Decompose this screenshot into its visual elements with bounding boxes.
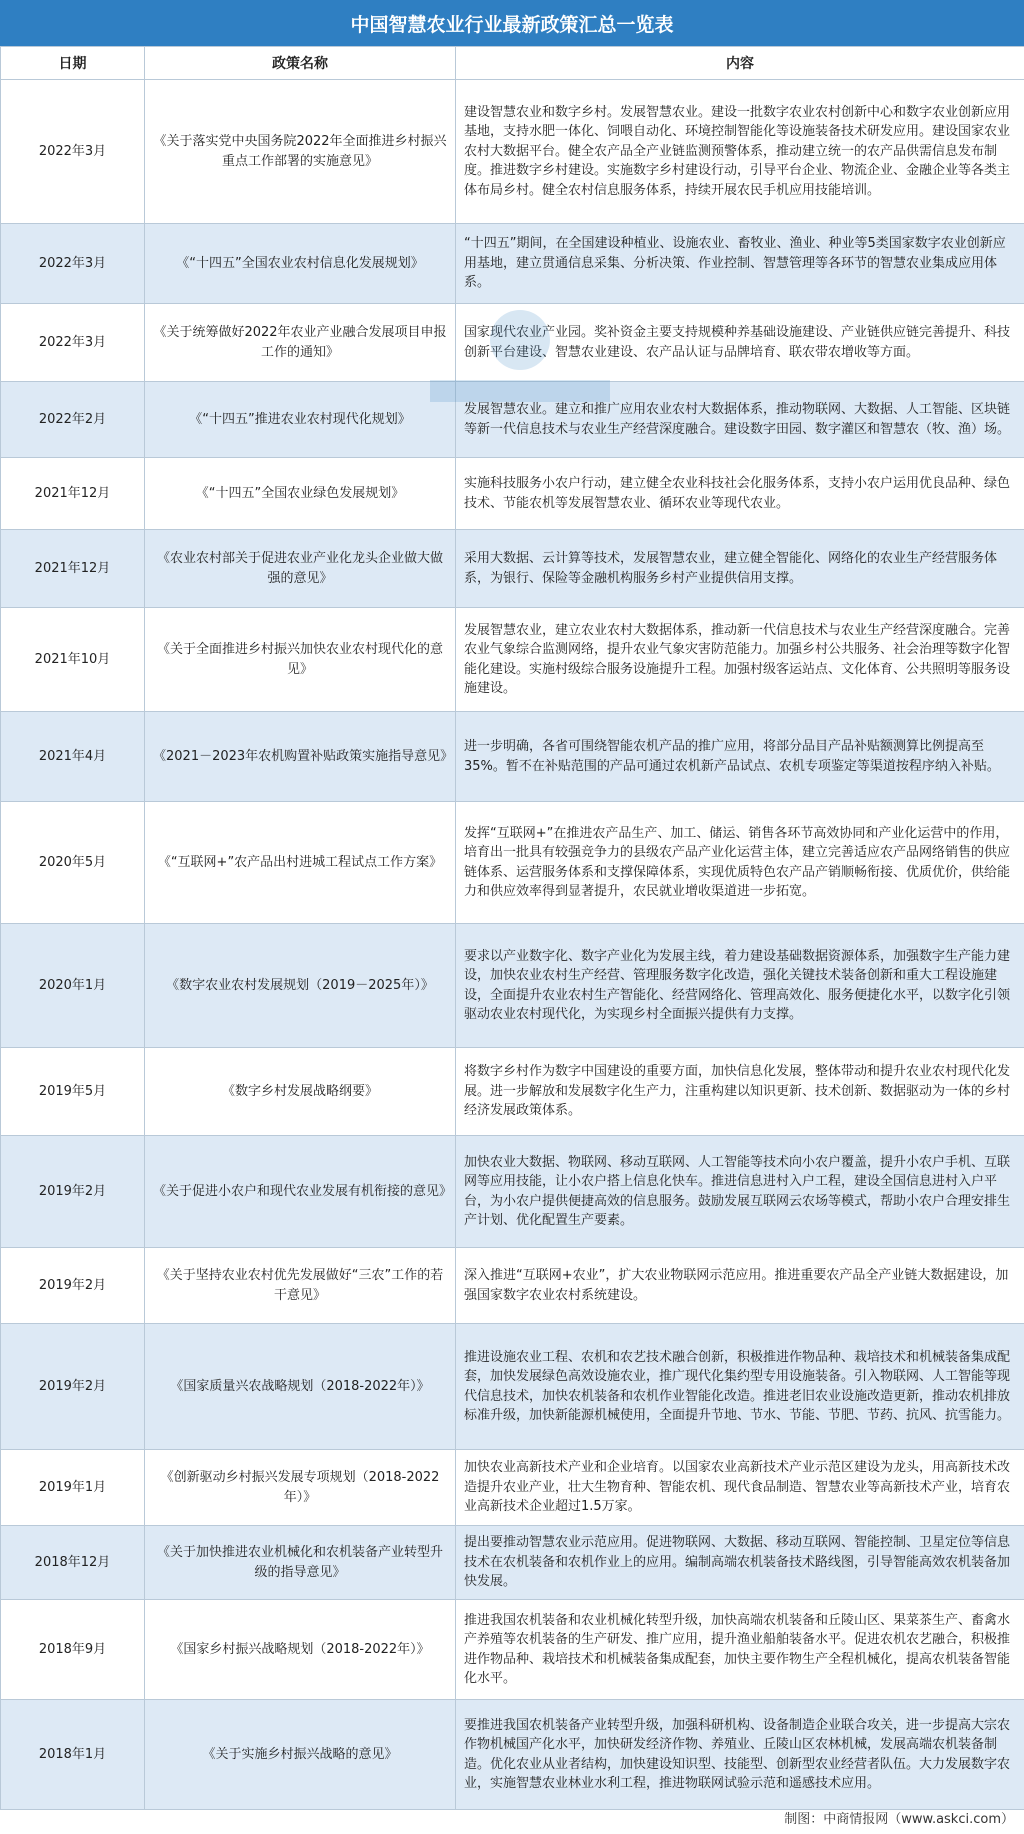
header-policy-name: 政策名称 [145,47,456,80]
table-row [1,802,1024,924]
table-row [1,1048,1024,1136]
row-content: 要求以产业数字化、数字产业化为发展主线，着力建设基础数据资源体系，加强数字生产能力建设，加快农业农村生产经营、管理服务数字化改造，强化关键技术装备创新和重大工程设施建设，全面提升农业农村生产智能化、经营网络化、管理高效化、服务便捷化水平，以数字化引领驱动农业农村现代化，为实现乡村全面振兴提供有力支撑。 [456,924,1024,1048]
table-row [1,608,1024,712]
row-content: 建设智慧农业和数字乡村。发展智慧农业。建设一批数字农业农村创新中心和数字农业创新应用基地，支持水肥一体化、饲喂自动化、环境控制智能化等设施装备技术研发应用。建设国家农业农村大数据平台。健全农产品全产业链监测预警体系，推动建立统一的农产品供需信息发布制度。推进数字乡村建设。实施数字乡村建设行动，引导平台企业、物流企业、金融企业等各类主体布局乡村。健全农村信息服务体系，持续开展农民手机应用技能培训。 [456,80,1024,224]
table-row [1,224,1024,304]
row-content: 发展智慧农业，建立农业农村大数据体系，推动新一代信息技术与农业生产经营深度融合。完善农业气象综合监测网络，提升农业气象灾害防范能力。加强乡村公共服务、社会治理等数字化智能化建设。实施村级综合服务设施提升工程。加强村级客运站点、文化体育、公共照明等服务设施建设。 [456,608,1024,712]
row-content: 进一步明确，各省可围绕智能农机产品的推广应用，将部分品目产品补贴额测算比例提高至35%。暂不在补贴范围的产品可通过农机新产品试点、农机专项鉴定等渠道按程序纳入补贴。 [456,712,1024,802]
header-date: 日期 [1,47,145,80]
table-row [1,712,1024,802]
row-policy-name: 《“十四五”全国农业农村信息化发展规划》 [145,224,456,304]
row-policy-name: 《关于落实党中央国务院2022年全面推进乡村振兴重点工作部署的实施意见》 [145,80,456,224]
row-date: 2019年2月 [1,1136,145,1248]
row-date: 2021年10月 [1,608,145,712]
table-row [1,304,1024,382]
row-content: 发展智慧农业。建立和推广应用农业农村大数据体系，推动物联网、大数据、人工智能、区块链等新一代信息技术与农业生产经营深度融合。建设数字田园、数字灌区和智慧农（牧、渔）场。 [456,382,1024,458]
row-date: 2022年3月 [1,224,145,304]
row-date: 2019年2月 [1,1324,145,1450]
row-content: 加快农业高新技术产业和企业培育。以国家农业高新技术产业示范区建设为龙头，用高新技术改造提升农业产业，壮大生物育种、智能农机、现代食品制造、智慧农业等高新技术产业，培育农业高新技术企业超过1.5万家。 [456,1450,1024,1526]
row-content: 深入推进“互联网+农业”，扩大农业物联网示范应用。推进重要农产品全产业链大数据建设，加强国家数字农业农村系统建设。 [456,1248,1024,1324]
table-row [1,1450,1024,1526]
row-date: 2020年5月 [1,802,145,924]
row-content: 推进设施农业工程、农机和农艺技术融合创新，积极推进作物品种、栽培技术和机械装备集成配套，加快发展绿色高效设施农业，推广现代化集约型专用设施装备。引入物联网、人工智能等现代信息技术，加快农机装备和农机作业智能化改造。推进老旧农业设施改造更新，推动农机排放标准升级，加快新能源机械使用，全面提升节地、节水、节能、节肥、节药、抗风、抗雪能力。 [456,1324,1024,1450]
table-row [1,1526,1024,1600]
policy-table [0,46,1024,1810]
row-date: 2018年9月 [1,1600,145,1700]
row-content: 实施科技服务小农户行动，建立健全农业科技社会化服务体系，支持小农户运用优良品种、绿色技术、节能农机等发展智慧农业、循环农业等现代农业。 [456,458,1024,530]
row-policy-name: 《“十四五”全国农业绿色发展规划》 [145,458,456,530]
row-date: 2021年12月 [1,530,145,608]
row-content: 推进我国农机装备和农业机械化转型升级，加快高端农机装备和丘陵山区、果菜茶生产、畜禽水产养殖等农机装备的生产研发、推广应用，提升渔业船舶装备水平。促进农机农艺融合，积极推进作物品种、栽培技术和机械装备集成配套，加快主要作物生产全程机械化，提高农机装备智能化水平。 [456,1600,1024,1700]
row-policy-name: 《数字乡村发展战略纲要》 [145,1048,456,1136]
row-content: 将数字乡村作为数字中国建设的重要方面，加快信息化发展，整体带动和提升农业农村现代化发展。进一步解放和发展数字化生产力，注重构建以知识更新、技术创新、数据驱动为一体的乡村经济发展政策体系。 [456,1048,1024,1136]
row-policy-name: 《“十四五”推进农业农村现代化规划》 [145,382,456,458]
row-date: 2021年12月 [1,458,145,530]
header-content: 内容 [456,47,1024,80]
row-policy-name: 《关于加快推进农业机械化和农机装备产业转型升级的指导意见》 [145,1526,456,1600]
row-date: 2018年1月 [1,1700,145,1810]
row-policy-name: 《创新驱动乡村振兴发展专项规划（2018-2022年）》 [145,1450,456,1526]
row-content: 国家现代农业产业园。奖补资金主要支持规模种养基础设施建设、产业链供应链完善提升、科技创新平台建设、智慧农业建设、农产品认证与品牌培育、联农带农增收等方面。 [456,304,1024,382]
table-row [1,458,1024,530]
table-row [1,382,1024,458]
table-row [1,80,1024,224]
table-row [1,1600,1024,1700]
row-date: 2019年2月 [1,1248,145,1324]
row-policy-name: 《关于坚持农业农村优先发展做好“三农”工作的若干意见》 [145,1248,456,1324]
row-policy-name: 《农业农村部关于促进农业产业化龙头企业做大做强的意见》 [145,530,456,608]
table-row [1,1136,1024,1248]
row-date: 2022年3月 [1,304,145,382]
footer-credit: 制图：中商情报网（www.askci.com） [784,1811,1014,1827]
row-date: 2019年5月 [1,1048,145,1136]
page-title: 中国智慧农业行业最新政策汇总一览表 [0,0,1024,46]
table-row [1,1324,1024,1450]
row-content: 发挥“互联网+”在推进农产品生产、加工、储运、销售各环节高效协同和产业化运营中的作用，培育出一批具有较强竞争力的县级农产品产业化运营主体，建立完善适应农产品网络销售的供应链体系、运营服务体系和支撑保障体系，实现优质特色农产品产销顺畅衔接、优质优价，供给能力和供应效率得到显著提升，农民就业增收渠道进一步拓宽。 [456,802,1024,924]
table-row [1,1700,1024,1810]
row-content: 要推进我国农机装备产业转型升级，加强科研机构、设备制造企业联合攻关，进一步提高大宗农作物机械国产化水平，加快研发经济作物、养殖业、丘陵山区农林机械，发展高端农机装备制造。优化农业从业者结构，加快建设知识型、技能型、创新型农业经营者队伍。大力发展数字农业，实施智慧农业林业水利工程，推进物联网试验示范和遥感技术应用。 [456,1700,1024,1810]
row-date: 2018年12月 [1,1526,145,1600]
row-policy-name: 《国家质量兴农战略规划（2018-2022年）》 [145,1324,456,1450]
row-policy-name: 《关于促进小农户和现代农业发展有机衔接的意见》 [145,1136,456,1248]
table-row [1,924,1024,1048]
table-header-row [1,47,1024,80]
row-content: “十四五”期间，在全国建设种植业、设施农业、畜牧业、渔业、种业等5类国家数字农业创新应用基地，建立贯通信息采集、分析决策、作业控制、智慧管理等各环节的智慧农业集成应用体系。 [456,224,1024,304]
table-row [1,530,1024,608]
row-content: 提出要推动智慧农业示范应用。促进物联网、大数据、移动互联网、智能控制、卫星定位等信息技术在农机装备和农机作业上的应用。编制高端农机装备技术路线图，引导智能高效农机装备加快发展。 [456,1526,1024,1600]
row-policy-name: 《“互联网+”农产品出村进城工程试点工作方案》 [145,802,456,924]
row-content: 采用大数据、云计算等技术，发展智慧农业，建立健全智能化、网络化的农业生产经营服务体系，为银行、保险等金融机构服务乡村产业提供信用支撑。 [456,530,1024,608]
row-policy-name: 《关于全面推进乡村振兴加快农业农村现代化的意见》 [145,608,456,712]
table-row [1,1248,1024,1324]
row-policy-name: 《2021－2023年农机购置补贴政策实施指导意见》 [145,712,456,802]
row-policy-name: 《关于统筹做好2022年农业产业融合发展项目申报工作的通知》 [145,304,456,382]
row-date: 2022年2月 [1,382,145,458]
row-policy-name: 《数字农业农村发展规划（2019－2025年）》 [145,924,456,1048]
row-date: 2019年1月 [1,1450,145,1526]
row-policy-name: 《国家乡村振兴战略规划（2018-2022年）》 [145,1600,456,1700]
row-date: 2022年3月 [1,80,145,224]
row-policy-name: 《关于实施乡村振兴战略的意见》 [145,1700,456,1810]
row-date: 2020年1月 [1,924,145,1048]
row-date: 2021年4月 [1,712,145,802]
row-content: 加快农业大数据、物联网、移动互联网、人工智能等技术向小农户覆盖，提升小农户手机、互联网等应用技能，让小农户搭上信息化快车。推进信息进村入户工程，建设全国信息进村入户平台，为小农户提供便捷高效的信息服务。鼓励发展互联网云农场等模式，帮助小农户合理安排生产计划、优化配置生产要素。 [456,1136,1024,1248]
